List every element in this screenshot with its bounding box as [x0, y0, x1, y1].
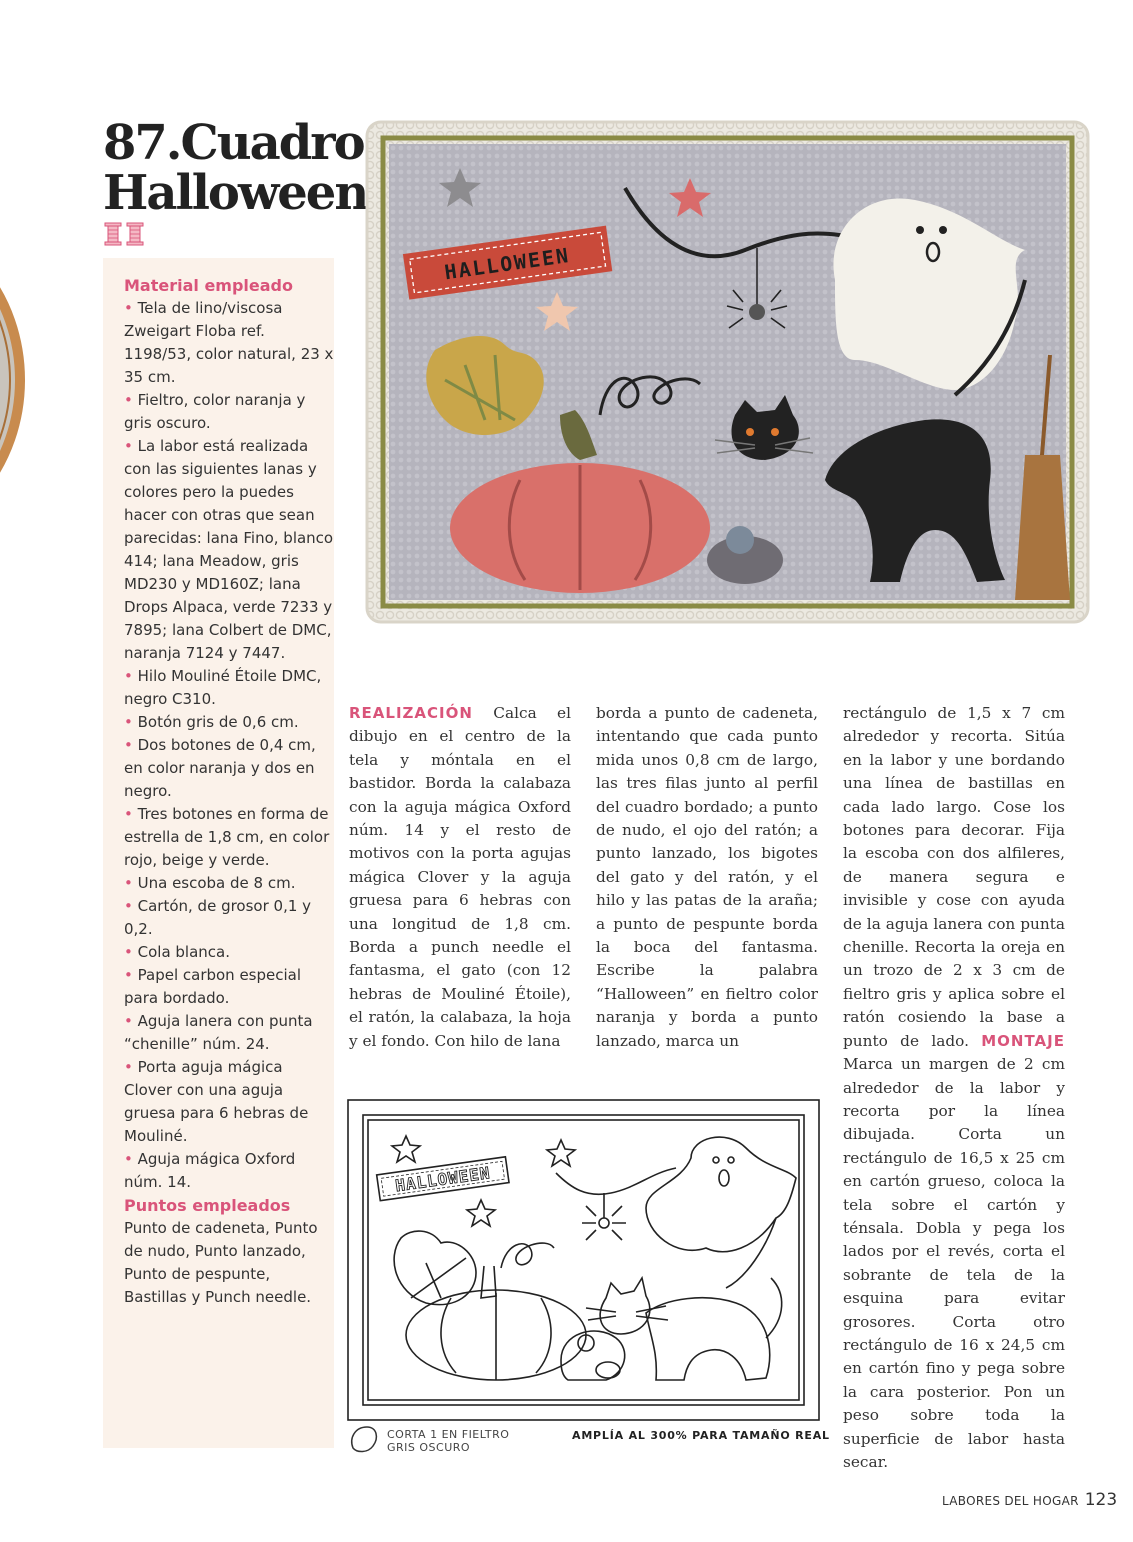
materials-heading: Material empleado — [124, 276, 293, 295]
material-item: • Papel carbon especial para bordado. — [124, 966, 302, 1007]
materials-sidebar — [103, 258, 334, 1448]
magazine-name: LABORES DEL HOGAR — [942, 1494, 1079, 1508]
instructions-column-2 — [596, 702, 818, 1053]
montaje-label: MONTAJE — [981, 1031, 1065, 1050]
instructions-text-3: rectángulo de 1,5 x 7 cm alrededor y recorta. Sitúa en la labor y une bordando una línea de bastillas en cada lado largo. Cose los botones para decorar. Fija la escoba con dos alfileres, de manera segura e invisible y cose con ayuda de la aguja lanera con punta chenille. Recorta la oreja en un trozo de 2 x 3 cm de fieltro gris y aplica sobre el ratón cosiendo la base a punto de lado. — [843, 704, 1065, 1050]
materials-list — [124, 297, 334, 1194]
embroidery-photo — [365, 120, 1090, 625]
embroidery-hoop-edge — [0, 215, 30, 545]
cut-instruction-caption — [387, 1428, 509, 1454]
material-item: • Botón gris de 0,6 cm. — [124, 713, 299, 731]
cut-caption-line-1: CORTA 1 EN FIELTRO — [387, 1428, 510, 1441]
material-item: • Dos botones de 0,4 cm, en color naranja y dos en negro. — [124, 736, 316, 800]
difficulty-spool-icon — [103, 222, 147, 246]
material-item: • Fieltro, color naranja y gris oscuro. — [124, 391, 306, 432]
pattern-banner-text: HALLOWEEN — [394, 1163, 492, 1196]
photo-banner-text: HALLOWEEN — [443, 243, 572, 285]
material-item: • Una escoba de 8 cm. — [124, 874, 296, 892]
montaje-text: Marca un margen de 2 cm alrededor de la labor y recorta por la línea dibujada. Corta un rectángulo de 16,5 x 25 cm en cartón grueso, coloca la tela sobre el cartón y ténsala. Dobla y pega los lados por el revés, corta el sobrante de tela de la esquina para evitar grosores. Corta otro rectángulo de 16 x 24,5 cm en cartón fino y pega sobre la cara posterior. Pon un peso sobre toda la superficie de labor hasta secar. — [843, 1055, 1065, 1471]
ear-shape-icon — [347, 1424, 381, 1454]
material-item: • Porta aguja mágica Clover con una aguja gruesa para 6 hebras de Mouliné. — [124, 1058, 309, 1145]
page-title — [103, 115, 368, 221]
title-line-1: 87.Cuadro — [103, 115, 364, 171]
material-item: • La labor está realizada con las siguientes lanas y colores pero la puedes hacer con otras que sean parecidas: lana Fino, blanco 414; lana Meadow, gris MD230 y MD160Z; lana Drops Alpaca, verde 7233 y 7895; lana Colbert de DMC, naranja 7124 y 7447. — [124, 437, 334, 662]
instructions-column-3 — [843, 702, 1065, 1474]
realizacion-label: REALIZACIÓN — [349, 704, 473, 722]
instructions-column-1 — [349, 702, 571, 1053]
material-item: • Aguja mágica Oxford núm. 14. — [124, 1150, 296, 1191]
material-item: • Aguja lanera con punta “chenille” núm. 24. — [124, 1012, 313, 1053]
cut-caption-line-2: GRIS OSCURO — [387, 1441, 471, 1454]
material-item: • Tres botones en forma de estrella de 1,8 cm, en color rojo, beige y verde. — [124, 805, 330, 869]
instructions-text-1: Calca el dibujo en el centro de la tela y móntala en el bastidor. Borda la calabaza con la aguja mágica Oxford núm. 14 y el resto de motivos con la porta agujas mágica Clover y la aguja gruesa para 6 hebras con una longitud de 1,8 cm. Borda a punch needle el fantasma, el gato (con 12 hebras de Mouliné Étoile), el ratón, la calabaza, la hoja y el fondo. Con hilo de lana — [349, 704, 571, 1050]
instructions-text-2: borda a punto de cadeneta, intentando que cada punto mida unos 0,8 cm de largo, las tres filas junto al perfil del cuadro bordado; a punto de nudo, el ojo del ratón; a punto lanzado, los bigotes del gato y del ratón, y el hilo y las patas de la araña; a punto de pespunte borda la boca del fantasma. Escribe la palabra “Halloween” en fieltro color naranja y borda a punto lanzado, marca un — [596, 704, 818, 1050]
stitches-heading: Puntos empleados — [124, 1196, 291, 1215]
page-footer — [942, 1490, 1117, 1510]
material-item: • Hilo Mouliné Étoile DMC, negro C310. — [124, 667, 322, 708]
material-item: • Cartón, de grosor 0,1 y 0,2. — [124, 897, 312, 938]
stitches-text: Punto de cadeneta, Punto de nudo, Punto lanzado, Punto de pespunte, Bastillas y Punch needle. — [124, 1219, 318, 1306]
spider-motif — [749, 304, 765, 320]
enlarge-caption: AMPLÍA AL 300% PARA TAMAÑO REAL — [572, 1429, 830, 1442]
page-number: 123 — [1084, 1490, 1118, 1510]
title-line-2: Halloween — [103, 165, 368, 221]
embroidery-pattern-diagram — [346, 1098, 821, 1422]
material-item: • Tela de lino/viscosa Zweigart Floba ref. 1198/53, color natural, 23 x 35 cm. — [124, 299, 334, 386]
material-item: • Cola blanca. — [124, 943, 230, 961]
